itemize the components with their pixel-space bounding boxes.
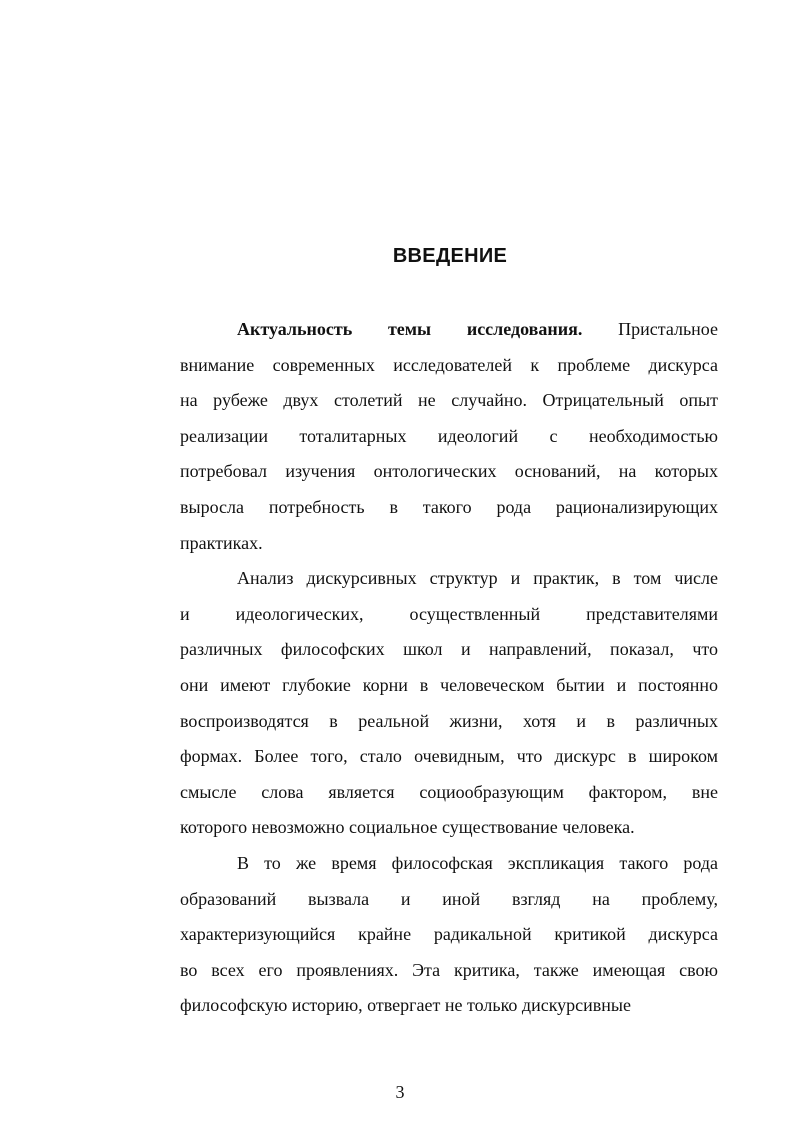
paragraph-2-line: смысле слова является социообразующим фактором, вне (180, 781, 718, 802)
paragraph-2-line: различных философских школ и направлений, показал, что (180, 639, 718, 660)
paragraph-3-line: образований вызвала и иной взгляд на проблему, (180, 888, 718, 909)
body-text (180, 312, 718, 1024)
paragraph-3-line: характеризующийся крайне радикальной критикой дискурса (180, 924, 718, 945)
paragraph-2-line: и идеологических, осуществленный представителями (180, 603, 718, 624)
paragraph-1-line: выросла потребность в такого рода рационализирующих (180, 496, 718, 517)
paragraph-2-line: Анализ дискурсивных структур и практик, в том числе (237, 568, 718, 589)
paragraph-2-line: формах. Более того, стало очевидным, что дискурс в широком (180, 746, 718, 767)
paragraph-1-line: внимание современных исследователей к проблеме дискурса (180, 354, 718, 375)
paragraph-3-line: философскую историю, отвергает не только дискурсивные (180, 995, 632, 1016)
paragraph-2-line: которого невозможно социальное существование человека. (180, 817, 635, 838)
topic-relevance-label: Актуальность темы исследования. (237, 319, 583, 339)
paragraph-1-line: реализации тоталитарных идеологий с необходимостью (180, 425, 718, 446)
paragraph-2-line: они имеют глубокие корни в человеческом бытии и постоянно (180, 674, 718, 695)
paragraph-1-line-1-text: Пристальное (618, 319, 719, 339)
section-heading: ВВЕДЕНИЕ (392, 245, 508, 267)
paragraph-1-line-1 (180, 312, 718, 348)
page-number: 3 (395, 1082, 405, 1102)
paragraph-1-line: на рубеже двух столетий не случайно. Отрицательный опыт (180, 390, 718, 411)
paragraph-1-line: практиках. (180, 532, 263, 553)
paragraph-2-line: воспроизводятся в реальной жизни, хотя и в различных (180, 710, 718, 731)
paragraph-3-line: во всех его проявлениях. Эта критика, также имеющая свою (180, 959, 718, 980)
paragraph-1-line: потребовал изучения онтологических оснований, на которых (180, 461, 718, 482)
paragraph-3-line: В то же время философская экспликация такого рода (237, 852, 718, 873)
